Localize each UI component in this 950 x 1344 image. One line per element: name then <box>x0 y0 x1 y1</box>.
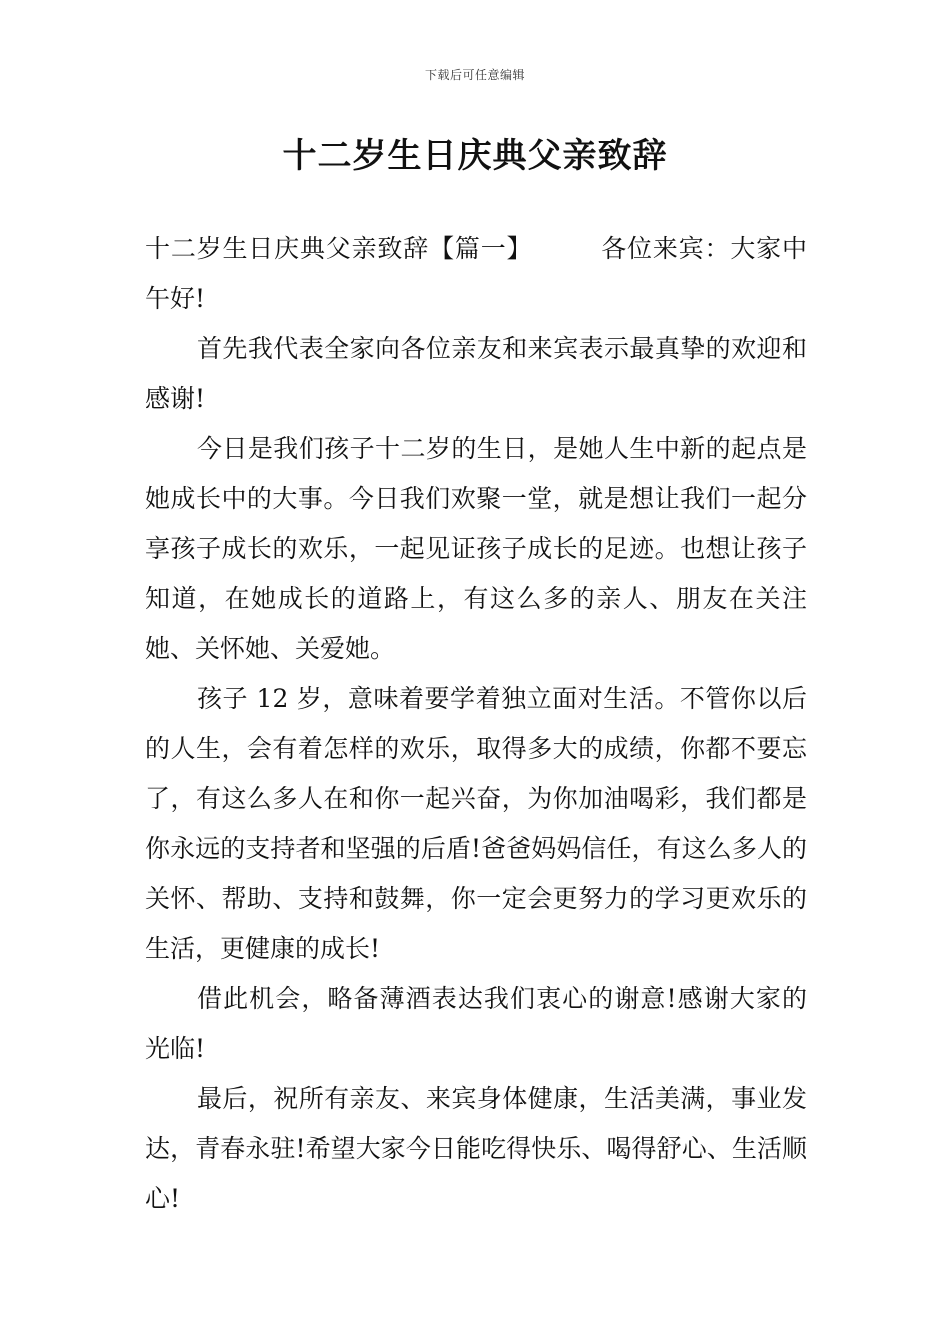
body-paragraph: 首先我代表全家向各位亲友和来宾表示最真挚的欢迎和感谢! <box>145 334 807 413</box>
download-edit-note: 下载后可任意编辑 <box>424 68 525 82</box>
body-paragraph: 最后，祝所有亲友、来宾身体健康，生活美满，事业发达，青春永驻!希望大家今日能吃得快乐、喝得舒心、生活顺心! <box>145 1084 807 1213</box>
body-paragraph: 孩子 12 岁，意味着要学着独立面对生活。不管你以后的人生，会有着怎样的欢乐，取得多大的成绩，你都不要忘了，有这么多人在和你一起兴奋，为你加油喝彩，我们都是你永远的支持者和坚强的后盾!爸爸妈妈信任，有这么多人的关怀、帮助、支持和鼓舞，你一定会更努力的学习更欢乐的生活，更健康的成长! <box>145 684 807 963</box>
opening-paragraph <box>145 224 807 324</box>
greeting-text: 各位来宾：大家中午好! <box>145 234 807 313</box>
section-heading: 十二岁生日庆典父亲致辞【篇一】 <box>145 234 533 263</box>
document-title: 十二岁生日庆典父亲致辞 <box>282 136 668 176</box>
document-body <box>145 224 807 1224</box>
body-paragraph: 今日是我们孩子十二岁的生日，是她人生中新的起点是她成长中的大事。今日我们欢聚一堂，就是想让我们一起分享孩子成长的欢乐，一起见证孩子成长的足迹。也想让孩子知道，在她成长的道路上，有这么多的亲人、朋友在关注她、关怀她、关爱她。 <box>145 434 807 663</box>
body-paragraph: 借此机会，略备薄酒表达我们衷心的谢意!感谢大家的光临! <box>145 984 807 1063</box>
